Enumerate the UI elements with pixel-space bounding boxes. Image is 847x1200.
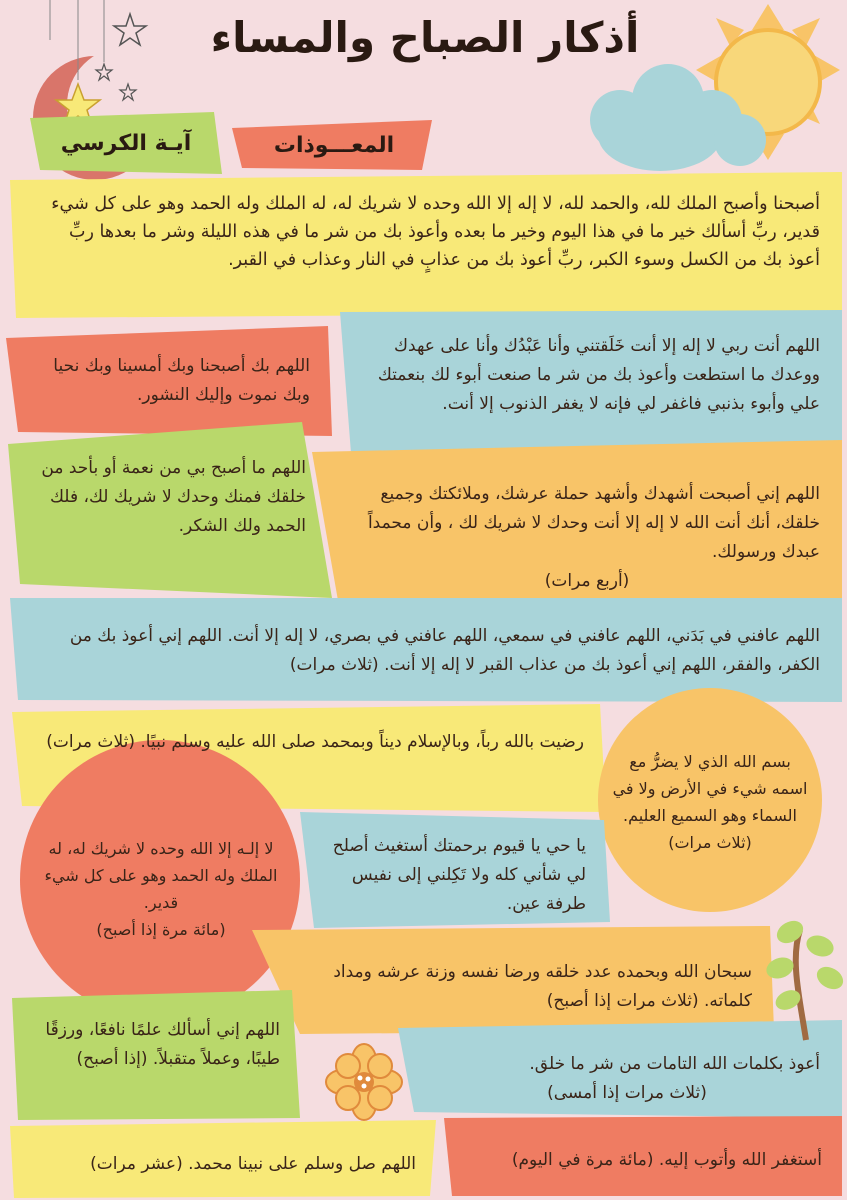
dhikr-card-3 xyxy=(20,346,324,426)
flower-icon xyxy=(326,1044,402,1120)
dhikr-card-12 xyxy=(22,1012,292,1112)
dhikr-text: اللهم بك أصبحنا وبك أمسينا وبك نحيا وبك نموت وإليك النشور. xyxy=(53,356,310,405)
tab-al-muawwidhat[interactable]: المعـــوذات xyxy=(273,133,395,158)
repeat-count: (مائة مرة إذا أصبح) xyxy=(96,920,226,939)
dhikr-card-2 xyxy=(352,322,838,462)
dhikr-card-14 xyxy=(20,1146,428,1186)
dhikr-card-11 xyxy=(300,954,766,1026)
repeat-count: (ثلاث مرات) xyxy=(668,833,752,852)
dhikr-card-9 xyxy=(36,800,286,978)
dhikr-card-15 xyxy=(452,1142,834,1186)
dhikr-card-1 xyxy=(20,186,836,310)
dhikr-card-4 xyxy=(20,448,320,578)
dhikr-card-10 xyxy=(312,828,598,924)
dhikr-text: رضيت بالله رباً، وبالإسلام ديناً وبمحمد صلى الله عليه وسلم نبيًا. (ثلاث مرات) xyxy=(46,732,584,752)
dhikr-card-8 xyxy=(604,712,816,892)
dhikr-card-7 xyxy=(24,724,598,800)
dhikr-text: أستغفر الله وأتوب إليه. (مائة مرة في اليوم) xyxy=(511,1150,822,1170)
dhikr-text: أصبحنا وأصبح الملك لله، والحمد لله، لا إله إلا الله وحده لا شريك له، له الملك وله الحمد وهو على كل شيء قدير، ربِّ أسألك خير ما في هذا اليوم وخير ما بعده وأعوذ بك من شر ما في هذه الليلة وشر ما بعدها ربِّ أعوذ بك من الكسل وسوء الكبر، ربِّ أعوذ بك من عذابٍ في النار وعذاب في القبر. xyxy=(51,194,820,270)
repeat-count: (أربع مرات) xyxy=(544,571,630,591)
dhikr-card-6 xyxy=(20,618,836,694)
dhikr-card-5 xyxy=(338,476,836,602)
tab-ayat-al-kursi[interactable]: آيـة الكرسي xyxy=(60,131,192,156)
dhikr-text: أعوذ بكلمات الله التامات من شر ما خلق. xyxy=(529,1054,820,1074)
page-title: أذكار الصباح والمساء xyxy=(210,13,640,62)
dhikr-text: اللهم ما أصبح بي من نعمة أو بأحد من خلقك فمنك وحدك لا شريك لك، فلك الحمد ولك الشكر. xyxy=(41,458,306,536)
dhikr-text: اللهم صل وسلم على نبينا محمد. (عشر مرات) xyxy=(90,1154,416,1174)
dhikr-text: لا إلـه إلا الله وحده لا شريك له، له الملك وله الحمد وهو على كل شيء قدير. xyxy=(44,839,278,912)
dhikr-text: اللهم عافني في بَدَني، اللهم عافني في سمعي، اللهم عافني في بصري، لا إله إلا أنت. اللهم إني أعوذ بك من الكفر، والفقر، اللهم إني أعوذ بك من عذاب القبر لا إله إلا أنت. (ثلاث مرات) xyxy=(69,626,820,675)
dhikr-text: سبحان الله وبحمده عدد خلقه ورضا نفسه وزنة عرشه ومداد كلماته. (ثلاث مرات إذا أصبح) xyxy=(333,962,752,1011)
dhikr-text: اللهم إني أصبحت أشهدك وأشهد حملة عرشك، وملائكتك وجميع خلقك، أنك أنت الله لا إله إلا أنت وحدك لا شريك لك ، وأن محمداً عبدك ورسولك. xyxy=(367,484,820,562)
dhikr-text: اللهم أنت ربي لا إله إلا أنت خَلَقتني وأنا عَبْدُك وأنا على عهدك ووعدك ما استطعت وأعوذ بك من شر ما صنعت أبوء لك بنعمتك علي وأبوء بذنبي فاغفر لي فإنه لا يغفر الذنوب إلا أنت. xyxy=(377,336,820,414)
dhikr-text: بسم الله الذي لا يضرُّ مع اسمه شيء في الأرض ولا في السماء وهو السميع العليم. xyxy=(612,752,808,825)
repeat-count: (ثلاث مرات إذا أمسى) xyxy=(547,1083,707,1103)
dhikr-text: اللهم إني أسألك علمًا نافعًا، ورزقًا طيبًا، وعملاً متقبلاً. (إذا أصبح) xyxy=(45,1020,280,1069)
dhikr-card-13 xyxy=(420,1046,834,1112)
dhikr-text: يا حي يا قيوم برحمتك أستغيث أصلح لي شأني كله ولا تَكِلني إلى نفيس طرفة عين. xyxy=(332,836,586,914)
